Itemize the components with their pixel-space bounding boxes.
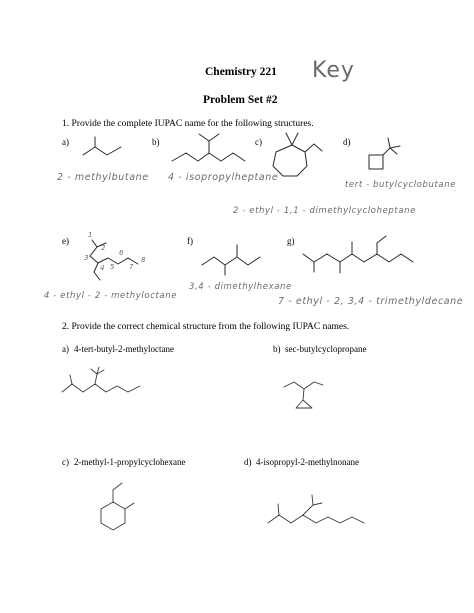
numbering-2: 2 xyxy=(101,244,107,252)
numbering-1: 1 xyxy=(88,231,94,239)
item-d-label: d) xyxy=(343,137,351,147)
answer-a: 2 - methylbutane xyxy=(57,172,149,183)
q2-item-a-label: a) xyxy=(62,344,69,354)
q2-item-d-label: d) xyxy=(244,457,252,467)
q2-item-d-name: 4-isopropyl-2-methylnonane xyxy=(256,457,359,467)
item-c-label: c) xyxy=(255,137,262,147)
problem-set-title: Problem Set #2 xyxy=(203,94,278,106)
numbering-7: 7 xyxy=(129,263,135,271)
answer-g: 7 - ethyl - 2, 3,4 - trimethyldecane xyxy=(278,296,464,307)
answer-e: 4 - ethyl - 2 - methyloctane xyxy=(44,291,178,301)
item-a-label: a) xyxy=(62,137,69,147)
question-2-prompt: 2. Provide the correct chemical structure from the following IUPAC names. xyxy=(62,322,350,332)
key-annotation: Key xyxy=(312,58,355,83)
q2-item-b-name: sec-butylcyclopropane xyxy=(285,344,367,354)
numbering-5: 5 xyxy=(110,263,116,271)
q2-item-b-label: b) xyxy=(273,344,281,354)
item-b-label: b) xyxy=(152,137,160,147)
answer-c: 2 - ethyl - 1,1 - dimethylcycloheptane xyxy=(233,206,416,216)
q2-item-a-name: 4-tert-butyl-2-methyloctane xyxy=(74,344,174,354)
numbering-6: 6 xyxy=(119,249,125,257)
course-title: Chemistry 221 xyxy=(205,66,277,78)
numbering-3: 3 xyxy=(84,254,90,262)
numbering-8: 8 xyxy=(141,256,147,264)
numbering-4: 4 xyxy=(100,264,106,272)
question-1-prompt: 1. Provide the complete IUPAC name for the following structures. xyxy=(62,119,314,129)
answer-f: 3,4 - dimethylhexane xyxy=(189,282,292,292)
q2-item-c-name: 2-methyl-1-propylcyclohexane xyxy=(74,457,186,467)
item-g-label: g) xyxy=(287,236,295,246)
answer-b: 4 - isopropylheptane xyxy=(168,172,279,183)
q2-item-c-label: c) xyxy=(62,457,69,467)
item-f-label: f) xyxy=(187,236,193,246)
item-e-label: e) xyxy=(62,236,69,246)
answer-d: tert - butylcyclobutane xyxy=(345,180,457,190)
